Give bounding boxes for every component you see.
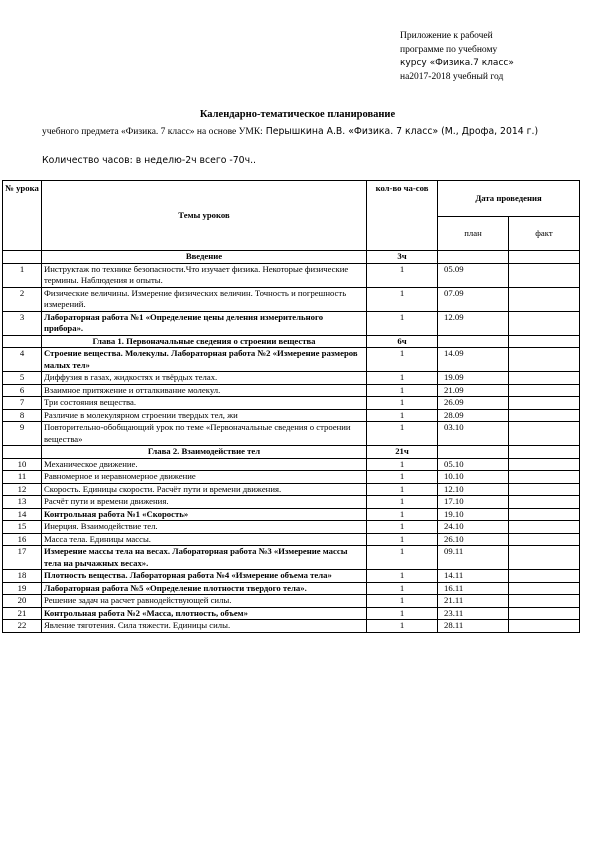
header-hours: кол-во ча-сов [367,181,438,251]
topic-cell: Измерение массы тела на весах. Лабораторная работа №3 «Измерение массы тела на рычажных весах». [42,546,367,570]
hours-cell: 1 [367,546,438,570]
plan-date-cell: 24.10 [438,521,509,534]
topic-cell: Масса тела. Единицы массы. [42,533,367,546]
topic-cell: Расчёт пути и времени движения. [42,496,367,509]
table-row [3,483,580,496]
appendix-line-2: программе по учебному [400,44,498,55]
fact-date-cell [509,496,580,509]
lesson-number-cell [3,335,42,348]
lesson-number-cell: 10 [3,458,42,471]
hours-cell: 1 [367,263,438,287]
hours-cell: 1 [367,471,438,484]
plan-date-cell: 10.10 [438,471,509,484]
fact-date-cell [509,446,580,459]
lesson-number-cell: 21 [3,607,42,620]
plan-date-cell: 21.11 [438,595,509,608]
lesson-number-cell: 19 [3,582,42,595]
hours-cell: 1 [367,570,438,583]
plan-date-cell [438,251,509,264]
hours-cell: 1 [367,287,438,311]
table-row [3,595,580,608]
hours-cell: 3ч [367,251,438,264]
plan-date-cell: 19.10 [438,508,509,521]
lesson-number-cell: 14 [3,508,42,521]
topic-cell: Лабораторная работа №1 «Определение цены деления измерительного прибора». [42,311,367,335]
table-row [3,570,580,583]
hours-cell: 1 [367,508,438,521]
lesson-number-cell: 17 [3,546,42,570]
lesson-number-cell [3,446,42,459]
lesson-number-cell: 1 [3,263,42,287]
fact-date-cell [509,348,580,372]
table-row [3,496,580,509]
topic-cell: Скорость. Единицы скорости. Расчёт пути и времени движения. [42,483,367,496]
header-fact: факт [509,217,580,251]
lesson-number-cell: 8 [3,409,42,422]
fact-date-cell [509,607,580,620]
hours-cell: 1 [367,607,438,620]
fact-date-cell [509,422,580,446]
lesson-number-cell [3,251,42,264]
topic-cell: Диффузия в газах, жидкостях и твёрдых телах. [42,372,367,385]
header-topics: Темы уроков [42,181,367,251]
hours-cell: 6ч [367,335,438,348]
header-lesson-number: № урока [3,181,42,251]
hours-cell: 1 [367,409,438,422]
appendix-note [400,30,580,84]
table-row [3,384,580,397]
hours-cell: 1 [367,397,438,410]
appendix-line-3: курсу «Физика.7 класс» [400,58,514,68]
fact-date-cell [509,570,580,583]
section-row [3,446,580,459]
table-row [3,263,580,287]
topic-cell: Введение [42,251,367,264]
table-row [3,397,580,410]
fact-date-cell [509,595,580,608]
fact-date-cell [509,582,580,595]
hours-cell: 21ч [367,446,438,459]
plan-date-cell [438,335,509,348]
header-plan: план [438,217,509,251]
schedule-table [2,180,580,633]
plan-date-cell: 16.11 [438,582,509,595]
lesson-number-cell: 9 [3,422,42,446]
plan-date-cell: 05.10 [438,458,509,471]
topic-cell: Повторительно-обобщающий урок по теме «Первоначальные сведения о строении вещества» [42,422,367,446]
hours-cell: 1 [367,496,438,509]
plan-date-cell: 21.09 [438,384,509,397]
table-row [3,422,580,446]
topic-cell: Равномерное и неравномерное движение [42,471,367,484]
plan-date-cell: 14.11 [438,570,509,583]
lesson-number-cell: 15 [3,521,42,534]
topic-cell: Глава 1. Первоначальные сведения о строении вещества [42,335,367,348]
lesson-number-cell: 18 [3,570,42,583]
plan-date-cell: 28.09 [438,409,509,422]
plan-date-cell: 26.10 [438,533,509,546]
fact-date-cell [509,372,580,385]
table-row [3,546,580,570]
table-row [3,521,580,534]
plan-date-cell: 23.11 [438,607,509,620]
topic-cell: Строение вещества. Молекулы. Лабораторная работа №2 «Измерение размеров малых тел» [42,348,367,372]
hours-cell: 1 [367,620,438,633]
table-row [3,533,580,546]
hours-cell: 1 [367,384,438,397]
lesson-number-cell: 16 [3,533,42,546]
header-date: Дата проведения [438,181,580,217]
table-row [3,620,580,633]
topic-cell: Инструктаж по технике безопасности.Что изучает физика. Некоторые физические термины. Наблюдения и опыты. [42,263,367,287]
appendix-line-4: на2017-2018 учебный год [400,71,504,82]
fact-date-cell [509,263,580,287]
document-title: Календарно-тематическое планирование [199,109,396,120]
fact-date-cell [509,533,580,546]
table-row [3,582,580,595]
fact-date-cell [509,483,580,496]
hours-cell: 1 [367,348,438,372]
fact-date-cell [509,521,580,534]
topic-cell: Плотность вещества. Лабораторная работа №4 «Измерение объема тела» [42,570,367,583]
section-row [3,335,580,348]
plan-date-cell: 19.09 [438,372,509,385]
fact-date-cell [509,458,580,471]
section-row [3,251,580,264]
topic-cell: Явление тяготения. Сила тяжести. Единицы силы. [42,620,367,633]
subject-authors: Перышкина А.В. «Физика. 7 класс» (М., Дрофа, 2014 г.) [262,126,539,137]
topic-cell: Три состояния вещества. [42,397,367,410]
fact-date-cell [509,508,580,521]
fact-date-cell [509,384,580,397]
hours-cell: 1 [367,595,438,608]
table-row [3,372,580,385]
fact-date-cell [509,471,580,484]
topic-cell: Лабораторная работа №5 «Определение плотности твердого тела». [42,582,367,595]
table-row [3,287,580,311]
fact-date-cell [509,251,580,264]
hours-cell: 1 [367,372,438,385]
topic-cell: Глава 2. Взаимодействие тел [42,446,367,459]
plan-date-cell: 05.09 [438,263,509,287]
fact-date-cell [509,335,580,348]
plan-date-cell [438,446,509,459]
plan-date-cell: 28.11 [438,620,509,633]
table-row [3,607,580,620]
topic-cell: Контрольная работа №2 «Масса, плотность, объем» [42,607,367,620]
topic-cell: Решение задач на расчет равнодействующей силы. [42,595,367,608]
lesson-number-cell: 7 [3,397,42,410]
fact-date-cell [509,287,580,311]
plan-date-cell: 14.09 [438,348,509,372]
hours-cell: 1 [367,533,438,546]
hours-line: Количество часов: в неделю-2ч всего -70ч.. [42,155,256,166]
table-row [3,508,580,521]
table-row [3,471,580,484]
lesson-number-cell: 22 [3,620,42,633]
schedule-body [3,251,580,633]
fact-date-cell [509,620,580,633]
hours-cell: 1 [367,582,438,595]
lesson-number-cell: 3 [3,311,42,335]
topic-cell: Различие в молекулярном строении твердых тел, жи [42,409,367,422]
lesson-number-cell: 11 [3,471,42,484]
topic-cell: Механическое движение. [42,458,367,471]
lesson-number-cell: 5 [3,372,42,385]
hours-cell: 1 [367,311,438,335]
fact-date-cell [509,311,580,335]
plan-date-cell: 26.09 [438,397,509,410]
appendix-line-1: Приложение к рабочей [400,31,493,41]
topic-cell: Физические величины. Измерение физических величин. Точность и погрешность измерений. [42,287,367,311]
table-row [3,409,580,422]
hours-cell: 1 [367,458,438,471]
fact-date-cell [509,409,580,422]
topic-cell: Контрольная работа №1 «Скорость» [42,508,367,521]
plan-date-cell: 07.09 [438,287,509,311]
plan-date-cell: 09.11 [438,546,509,570]
topic-cell: Инерция. Взаимодействие тел. [42,521,367,534]
table-row [3,458,580,471]
table-row [3,311,580,335]
lesson-number-cell: 4 [3,348,42,372]
topic-cell: Взаимное притяжение и отталкивание молекул. [42,384,367,397]
hours-cell: 1 [367,483,438,496]
plan-date-cell: 03.10 [438,422,509,446]
plan-date-cell: 12.09 [438,311,509,335]
lesson-number-cell: 13 [3,496,42,509]
plan-date-cell: 12.10 [438,483,509,496]
fact-date-cell [509,546,580,570]
fact-date-cell [509,397,580,410]
lesson-number-cell: 2 [3,287,42,311]
lesson-number-cell: 12 [3,483,42,496]
table-row [3,348,580,372]
hours-cell: 1 [367,521,438,534]
plan-date-cell: 17.10 [438,496,509,509]
subject-prefix: учебного предмета «Физика. 7 класс» на основе УМК: [42,127,263,137]
lesson-number-cell: 20 [3,595,42,608]
hours-cell: 1 [367,422,438,446]
subject-line [42,124,582,140]
lesson-number-cell: 6 [3,384,42,397]
